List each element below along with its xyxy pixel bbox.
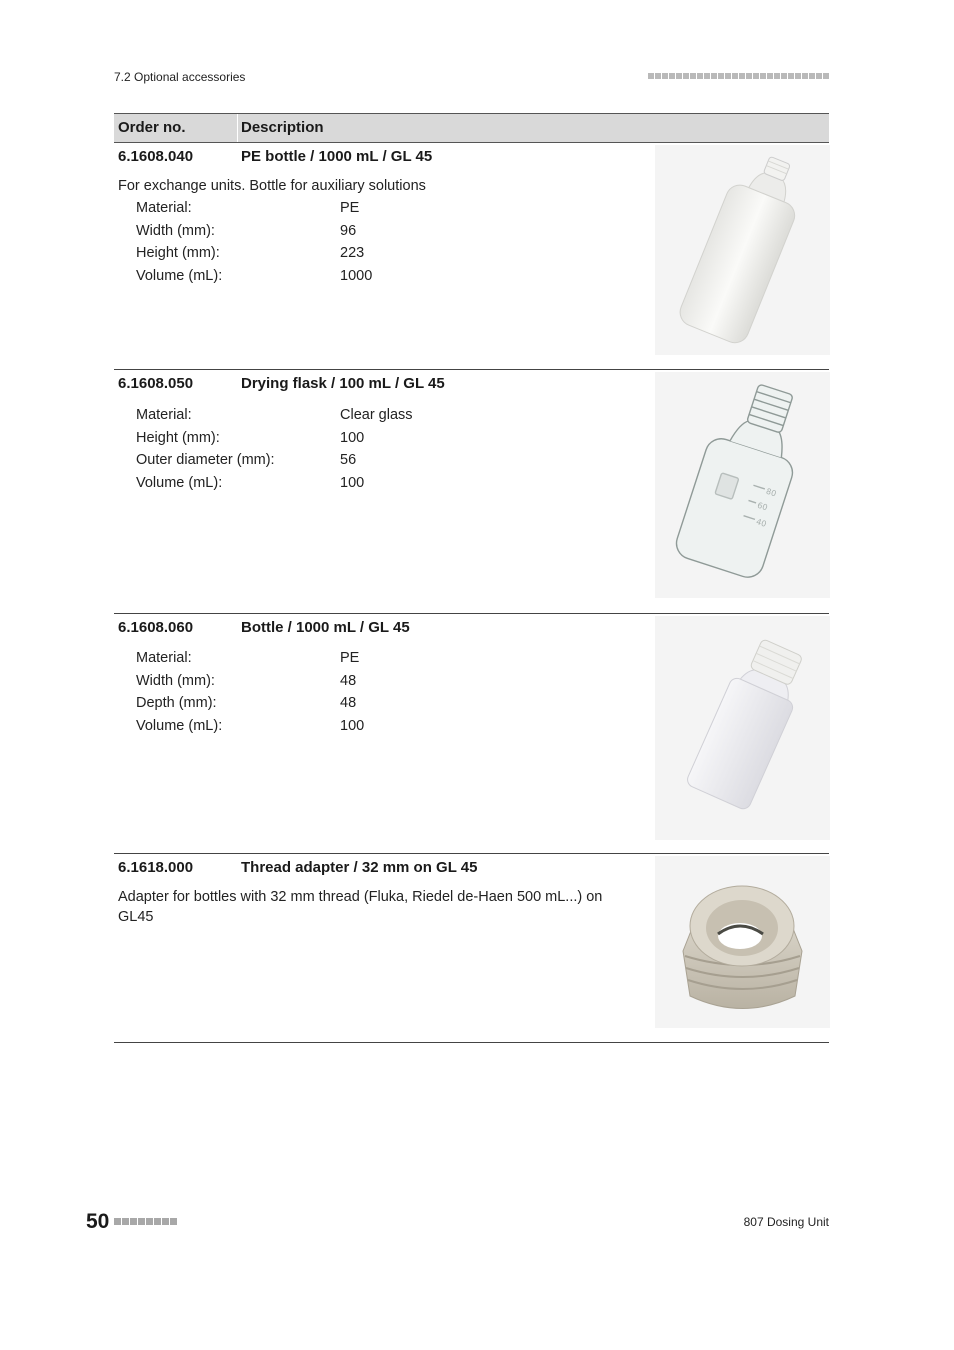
graduation-label: 80 (764, 486, 778, 499)
item-title: PE bottle / 1000 mL / GL 45 (241, 148, 433, 165)
footer-document-title: 807 Dosing Unit (743, 1215, 829, 1229)
item-description: For exchange units. Bottle for auxiliary solutions (118, 178, 426, 194)
accessory-item: 6.1608.060 Bottle / 1000 mL / GL 45 Material: PE Width (mm): 48 Depth (mm): 48 Volume (mL): 100 (114, 613, 829, 853)
page-number: 50 (86, 1210, 110, 1233)
order-number: 6.1608.050 (118, 375, 194, 392)
header-section-title: 7.2 Optional accessories (114, 70, 246, 84)
footer-decoration (114, 1218, 177, 1225)
item-title: Drying flask / 100 mL / GL 45 (241, 375, 445, 392)
square-bottle-photo (655, 616, 830, 840)
pe-bottle-photo (655, 145, 830, 355)
column-order-no: Order no. (118, 119, 186, 136)
column-description: Description (241, 119, 324, 136)
order-number: 6.1608.060 (118, 619, 194, 636)
table-header (114, 113, 829, 143)
item-title: Thread adapter / 32 mm on GL 45 (241, 859, 478, 876)
order-number: 6.1618.000 (118, 859, 194, 876)
header-decoration (648, 73, 829, 79)
accessory-item: 6.1608.050 Drying flask / 100 mL / GL 45 Material: Clear glass Height (mm): 100 Outer diameter (mm): 56 Volume (mL): 100 80 60 40 (114, 369, 829, 613)
order-number: 6.1608.040 (118, 148, 194, 165)
graduation-label: 40 (755, 517, 768, 529)
item-description: Adapter for bottles with 32 mm thread (Fluka, Riedel de-Haen 500 mL...) on GL45 (118, 889, 603, 925)
drying-flask-photo (655, 372, 830, 598)
item-title: Bottle / 1000 mL / GL 45 (241, 619, 410, 636)
graduation-label: 60 (756, 500, 769, 513)
table-bottom-rule (114, 1042, 829, 1043)
accessory-item (114, 853, 829, 1042)
accessory-item: 6.1608.040 PE bottle / 1000 mL / GL 45 For exchange units. Bottle for auxiliary solutions Material: PE Width (mm): 96 Height (mm): 223 Volume (mL): 1000 (114, 143, 829, 368)
thread-adapter-photo (655, 856, 830, 1028)
